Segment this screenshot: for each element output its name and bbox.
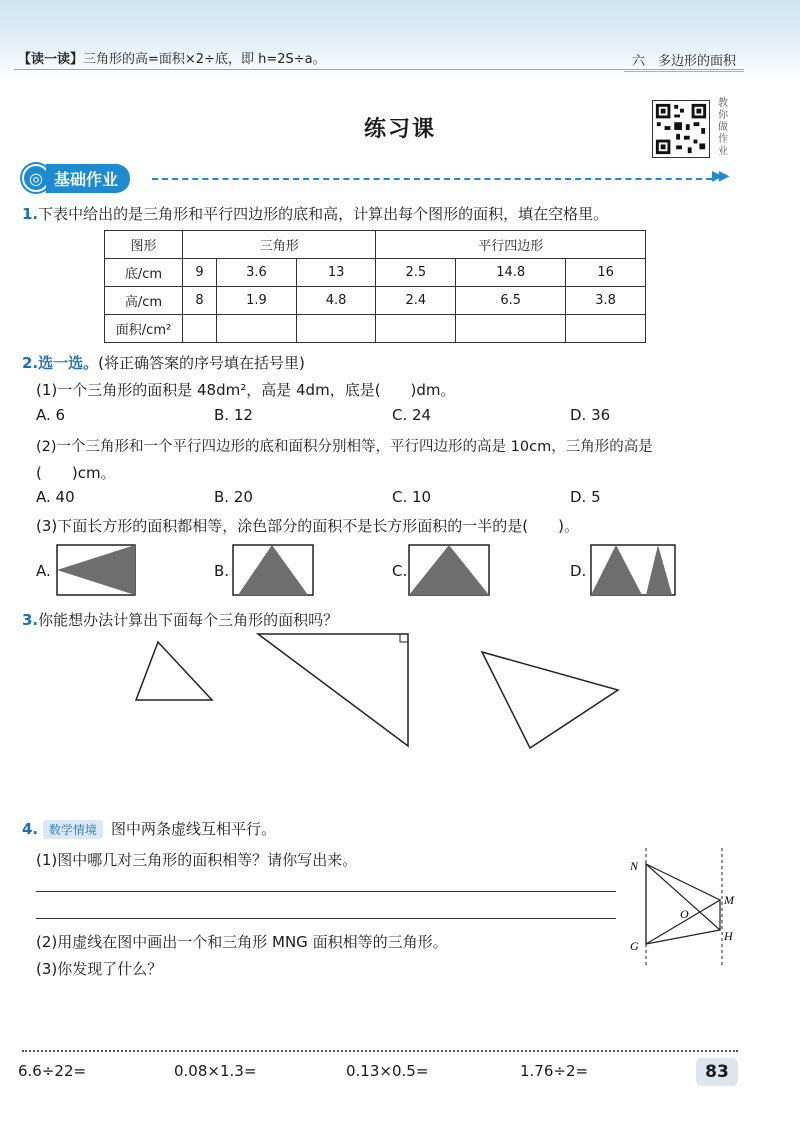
table-cell: 16	[566, 259, 646, 287]
qr-code-icon[interactable]	[652, 100, 710, 158]
reading-tip	[18, 48, 326, 67]
table-cell: 13	[296, 259, 376, 287]
point-label-n: N	[630, 859, 639, 873]
table-header-row	[105, 231, 646, 259]
triangle-figure-3	[474, 644, 624, 754]
rectangle-figure-d	[590, 544, 676, 596]
answer-cell[interactable]	[376, 315, 456, 343]
answer-cell[interactable]	[296, 315, 376, 343]
sub-question-2-3: (3)下面长方形的面积都相等，涂色部分的面积不是长方形面积的一半的是( )。	[36, 517, 579, 535]
option-a[interactable]: A. 6	[36, 406, 66, 424]
question-keyword: 选一选。	[38, 354, 99, 372]
point-label-h: H	[724, 929, 733, 943]
calc-item: 6.6÷22=	[18, 1062, 87, 1080]
sub-question-4-3: (3)你发现了什么？	[36, 960, 163, 978]
table-cell: 2.4	[376, 287, 456, 315]
question-number: 2.	[22, 354, 39, 372]
table-cell: 8	[183, 287, 217, 315]
question-2	[22, 352, 305, 373]
option-b[interactable]: B. 20	[214, 488, 253, 506]
point-label-o: O	[680, 907, 689, 921]
sub-question-2-2: (2)一个三角形和一个平行四边形的底和面积分别相等，平行四边形的高是 10cm，三角形的高是	[36, 439, 653, 455]
answer-line[interactable]	[36, 891, 616, 892]
table-cell: 9	[183, 259, 217, 287]
lightbulb-icon: ◎	[22, 164, 50, 192]
page-number: 83	[696, 1058, 738, 1086]
triangle-figure-1	[130, 632, 220, 704]
option-a[interactable]: A.	[36, 562, 51, 580]
question-3	[22, 609, 338, 630]
chapter-title: 六 多边形的面积	[624, 48, 744, 72]
sub-question-2-1: (1)一个三角形的面积是 48dm²，高是 4dm，底是( )dm。	[36, 381, 456, 399]
answer-cell[interactable]	[566, 315, 646, 343]
double-arrow-icon: ▶▶	[712, 168, 726, 184]
sub-question-4-2: (2)用虚线在图中画出一个和三角形 MNG 面积相等的三角形。	[36, 933, 448, 951]
table-header-cell: 平行四边形	[376, 231, 646, 259]
rectangle-figure-c	[408, 544, 490, 596]
option-c[interactable]: C. 10	[392, 488, 432, 506]
table-cell: 4.8	[296, 287, 376, 315]
question-number: 3.	[22, 611, 39, 629]
table-header-cell: 图形	[105, 231, 183, 259]
option-a[interactable]: A. 40	[36, 488, 75, 506]
rectangle-figure-a	[56, 544, 136, 596]
table-row-label: 底/cm	[105, 259, 183, 287]
table-row	[105, 259, 646, 287]
option-c[interactable]: C.	[392, 562, 408, 580]
option-b[interactable]: B.	[214, 562, 230, 580]
bottom-divider	[22, 1050, 738, 1052]
rectangle-figure-b	[232, 544, 314, 596]
table-cell: 2.5	[376, 259, 456, 287]
question-1	[22, 203, 608, 224]
qr-caption: 教你做作业	[718, 98, 728, 157]
table-header-cell: 三角形	[183, 231, 376, 259]
parallel-lines-figure	[626, 844, 744, 970]
question-4	[22, 818, 276, 839]
section-heading	[22, 164, 130, 192]
table-row-label: 高/cm	[105, 287, 183, 315]
question-number: 1.	[22, 205, 39, 223]
question-text: 你能想办法计算出下面每个三角形的面积吗？	[38, 611, 339, 629]
page-title: 练习课	[363, 117, 436, 142]
table-row	[105, 287, 646, 315]
sub-question-4-1: (1)图中哪几对三角形的面积相等？请你写出来。	[36, 851, 358, 869]
table-cell: 3.6	[217, 259, 297, 287]
calc-item: 0.13×0.5=	[346, 1062, 429, 1080]
option-d[interactable]: D. 36	[570, 406, 611, 424]
question-instruction: (将正确答案的序号填在括号里)	[98, 354, 305, 372]
table-cell: 3.8	[566, 287, 646, 315]
math-context-tag: 数学情境	[43, 820, 103, 839]
point-label-m: M	[724, 893, 734, 907]
answer-cell[interactable]	[183, 315, 217, 343]
area-table	[104, 230, 646, 343]
option-b[interactable]: B. 12	[214, 406, 253, 424]
table-cell: 14.8	[456, 259, 566, 287]
calc-item: 1.76÷2=	[520, 1062, 589, 1080]
calc-item: 0.08×1.3=	[174, 1062, 257, 1080]
answer-cell[interactable]	[217, 315, 297, 343]
question-text: 下表中给出的是三角形和平行四边形的底和高，计算出每个图形的面积，填在空格里。	[38, 205, 609, 223]
table-cell: 6.5	[456, 287, 566, 315]
reading-tip-label: 【读一读】	[18, 52, 84, 67]
sub-question-2-2-cont: ( )cm。	[36, 464, 116, 482]
table-cell: 1.9	[217, 287, 297, 315]
table-row	[105, 315, 646, 343]
answer-cell[interactable]	[456, 315, 566, 343]
triangle-figure-2	[252, 628, 416, 752]
question-text: 图中两条虚线互相平行。	[110, 820, 276, 838]
table-row-label: 面积/cm²	[105, 315, 183, 343]
question-number: 4.	[22, 820, 39, 838]
reading-tip-text: 三角形的高=面积×2÷底，即 h=2S÷a。	[83, 52, 326, 67]
option-d[interactable]: D.	[570, 562, 587, 580]
answer-line[interactable]	[36, 918, 616, 919]
option-c[interactable]: C. 24	[392, 406, 432, 424]
section-divider	[152, 178, 712, 180]
option-d[interactable]: D. 5	[570, 488, 601, 506]
header-divider	[14, 69, 744, 70]
point-label-g: G	[630, 939, 639, 953]
section-label: 基础作业	[46, 164, 130, 193]
